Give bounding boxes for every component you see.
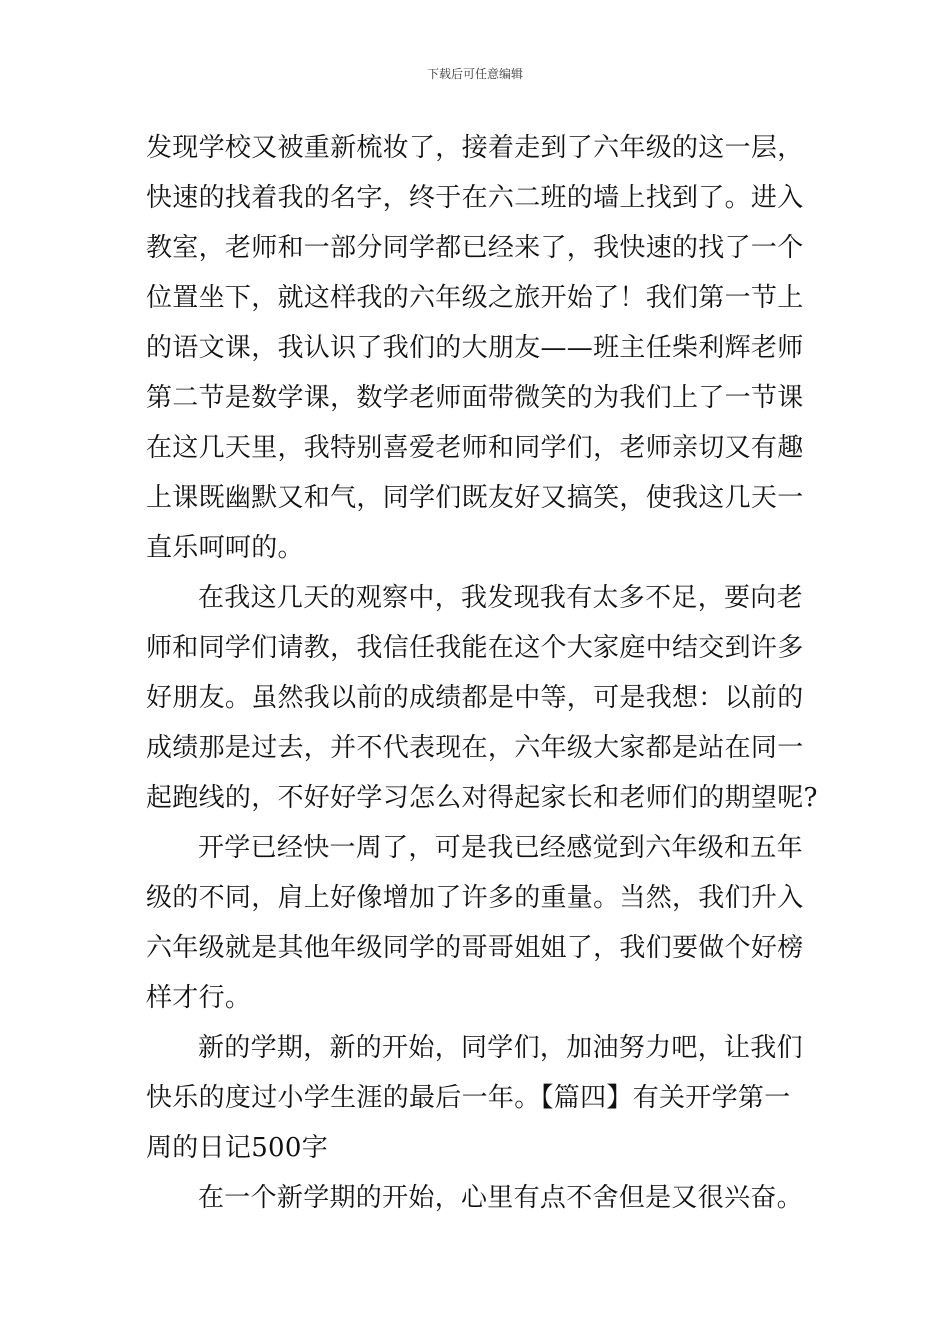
text-line: 样才行。 [146,983,252,1013]
text-line: 位置坐下，就这样我的六年级之旅开始了！我们第一节上 [146,283,804,313]
text-line: 好朋友。虽然我以前的成绩都是中等，可是我想：以前的 [146,683,804,713]
text-line: 师和同学们请教，我信任我能在这个大家庭中结交到许多 [146,633,804,663]
text-line: 起跑线的，不好好学习怎么对得起家长和老师们的期望呢? [146,783,818,813]
text-line: 六年级就是其他年级同学的哥哥姐姐了，我们要做个好榜 [146,933,804,963]
text-line: 快速的找着我的名字，终于在六二班的墙上找到了。进入 [146,183,804,213]
text-line: 成绩那是过去，并不代表现在，六年级大家都是站在同一 [146,733,804,763]
text-line: 上课既幽默又和气，同学们既友好又搞笑，使我这几天一 [146,483,804,513]
text-line: 在这几天里，我特别喜爱老师和同学们，老师亲切又有趣 [146,433,804,463]
text-line: 级的不同，肩上好像增加了许多的重量。当然，我们升入 [146,883,804,913]
text-line: 快乐的度过小学生涯的最后一年。【篇四】有关开学第一 [146,1083,791,1113]
document-body [146,123,818,1223]
text-line: 发现学校又被重新梳妆了，接着走到了六年级的这一层， [146,133,804,163]
text-line: 直乐呵呵的。 [146,533,304,563]
text-line: 第二节是数学课，数学老师面带微笑的为我们上了一节课 [146,383,804,413]
paragraph-first-line: 新的学期，新的开始，同学们，加油努力吧，让我们 [198,1033,803,1063]
paragraph-first-line: 在我这几天的观察中，我发现我有太多不足，要向老 [198,583,803,613]
paragraph-first-line: 开学已经快一周了，可是我已经感觉到六年级和五年 [198,833,803,863]
text-line: 教室，老师和一部分同学都已经来了，我快速的找了一个 [146,233,804,263]
text-line: 周的日记500字 [146,1133,329,1163]
page-header: 下载后可任意编辑 [426,67,523,81]
paragraph-first-line: 在一个新学期的开始，心里有点不舍但是又很兴奋。 [198,1183,803,1213]
text-line: 的语文课，我认识了我们的大朋友——班主任柴利辉老师 [146,333,804,363]
